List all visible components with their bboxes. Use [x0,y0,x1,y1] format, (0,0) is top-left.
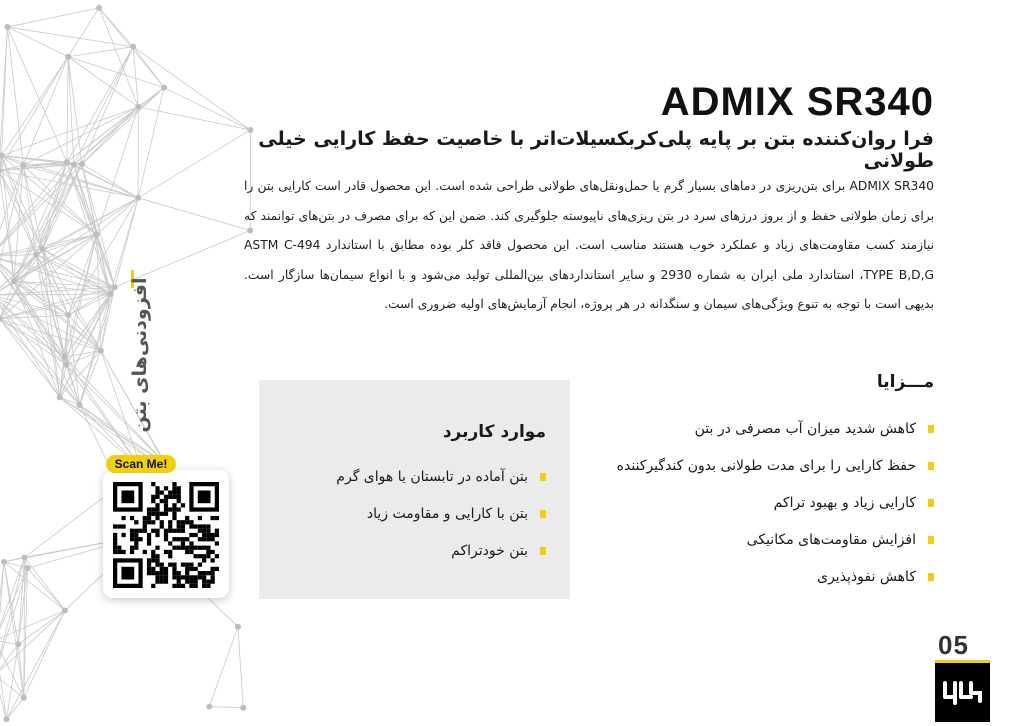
bullet-icon [928,425,934,433]
advantages-section [604,372,934,595]
qr-code-icon[interactable] [113,482,219,588]
list-item: کارایی زیاد و بهبود تراکم [604,484,934,521]
product-description: ADMIX SR340 برای بتن‌ریزی در دماهای بسیار گرم یا حمل‌ونقل‌های طولانی طراحی شده است. این محصول قادر است کارایی بتن را برای زمان طولانی حفظ و از بروز درزهای سرد در بتن ریزی‌های ناپیوسته جلوگیری کند. ضمن این که برای مصرف در بتن‌های توانمند که نیازمند کسب مقاومت‌های زیاد و عملکرد خوب هستند مناسب است. این محصول فاقد کلر بوده مطابق با استاندارد ASTM C-494 TYPE B,D,G، استاندارد ملی ایران به شماره 2930 و سایر استانداردهای بین‌المللی تولید می‌شود و با انواع سیمان‌ها سازگار است. بدیهی است با توجه به تنوع ویژگی‌های سیمان و سنگدانه در هر پروژه، انجام آزمایش‌های اولیه ضروری است. [244,172,934,320]
bullet-icon [928,462,934,470]
list-item: بتن با کارایی و مقاومت زیاد [286,495,546,532]
usage-panel [259,380,570,599]
advantages-heading: مـــزایا [604,372,934,392]
list-item: حفظ کارایی را برای مدت طولانی بدون کندگیرکننده [604,447,934,484]
list-item: افزایش مقاومت‌های مکانیکی [604,521,934,558]
product-subtitle: فرا روان‌کننده بتن بر پایه پلی‌کربکسیلات‌اتر با خاصیت حفظ کارایی خیلی طولانی [254,128,934,172]
list-item: بتن آماده در تابستان یا هوای گرم [286,458,546,495]
brand-logo [935,660,990,722]
usage-section [286,422,546,569]
list-item: کاهش شدید میزان آب مصرفی در بتن [604,410,934,447]
product-title: ADMIX SR340 [661,80,934,125]
page-number: 05 [938,630,969,661]
bullet-icon [540,510,546,518]
list-item: کاهش نفوذپذیری [604,558,934,595]
advantages-list [604,410,934,595]
logo-icon [935,663,990,722]
scan-me-badge: Scan Me! [106,455,176,473]
usage-heading: موارد کاربرد [286,422,546,442]
bullet-icon [540,473,546,481]
qr-card[interactable] [103,470,229,598]
bullet-icon [928,536,934,544]
list-item: بتن خودتراکم [286,532,546,569]
bullet-icon [928,499,934,507]
bullet-icon [928,573,934,581]
bullet-icon [540,547,546,555]
usage-list [286,458,546,569]
category-label: افزودنی‌های بتن [129,277,151,432]
